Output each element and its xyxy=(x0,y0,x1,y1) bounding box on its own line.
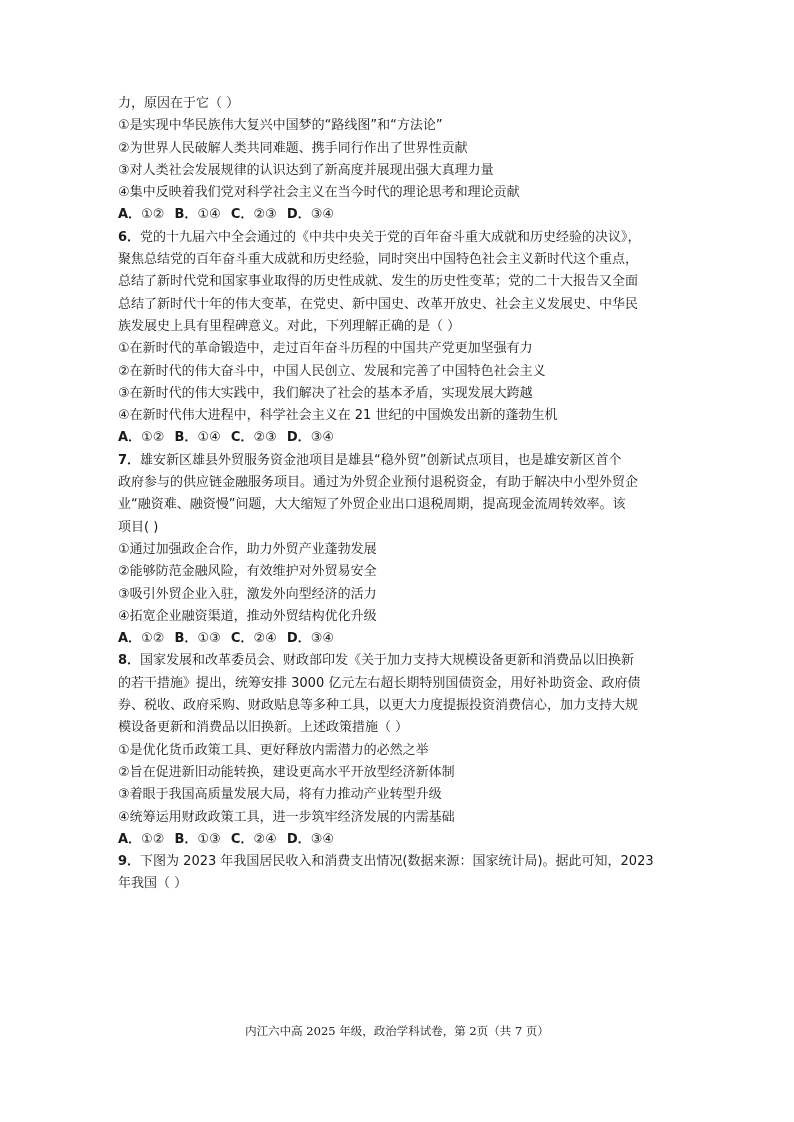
q5-stem-end: 力，原因在于它（ ） xyxy=(118,96,240,111)
q6-stem-text-1: 党的十九届六中全会通过的《中共中央关于党的百年奋斗重大成就和历史经验的决议》， xyxy=(140,229,641,245)
q6-stem-line-5: 族发展史上具有里程碑意义。对此，下列理解正确的是（ ） xyxy=(118,318,461,334)
q8-item-1: ①是优化货币政策工具、更好释放内需潜力的必然之举 xyxy=(118,742,429,758)
q8-item-3: ③着眼于我国高质量发展大局，将有力推动产业转型升级 xyxy=(118,787,442,803)
q6-option-a-letter: A． xyxy=(118,430,142,446)
q8-option-b: ①③ xyxy=(197,831,221,847)
q8-option-d: ③④ xyxy=(310,831,334,847)
q8-option-a: ①② xyxy=(141,831,165,847)
q7-option-b: ①③ xyxy=(197,631,221,647)
question-body xyxy=(118,93,683,896)
q8-option-c-letter: C． xyxy=(230,831,254,847)
q6-number: 6． xyxy=(118,229,141,245)
q7-item-1: ①通过加强政企合作，助力外贸产业蓬勃发展 xyxy=(118,541,377,557)
q7-item-2: ②能够防范金融风险，有效维护对外贸易安全 xyxy=(118,564,377,580)
q6-item-2: ②在新时代的伟大奋斗中，中国人民创立、发展和完善了中国特色社会主义 xyxy=(118,363,546,379)
q9-number: 9． xyxy=(118,854,141,870)
q7-item-3: ③吸引外贸企业入驻，激发外向型经济的活力 xyxy=(118,586,377,602)
q7-option-d: ③④ xyxy=(310,631,334,647)
q6-item-4: ④在新时代伟大进程中，科学社会主义在 21 世纪的中国焕发出新的蓬勃生机 xyxy=(118,408,558,424)
q5-option-c: ②③ xyxy=(253,207,277,223)
q6-stem-line-4: 总结了新时代十年的伟大变革，在党史、新中国史、改革开放史、社会主义发展史、中华民 xyxy=(118,296,639,312)
q9-stem-line-1 xyxy=(118,851,683,873)
q7-stem-line-3: 业“融资难、融资慢”问题，大大缩短了外贸企业出口退税周期，提高现金流周转效率。该 xyxy=(118,497,626,513)
q8-item-2: ②旨在促进新旧动能转换，建设更高水平开放型经济新体制 xyxy=(118,764,455,780)
q7-stem-text-1: 雄安新区雄县外贸服务资金池项目是雄县“稳外贸”创新试点项目，也是雄安新区首个 xyxy=(140,452,622,468)
q6-option-d-letter: D． xyxy=(286,430,311,446)
q7-option-b-letter: B． xyxy=(174,631,198,647)
q6-option-b: ①④ xyxy=(197,430,221,446)
q5-item-1: ①是实现中华民族伟大复兴中国梦的“路线图”和“方法论” xyxy=(118,118,443,134)
q7-options xyxy=(118,628,683,650)
q5-option-a-letter: A． xyxy=(118,207,142,223)
q7-stem-line-1 xyxy=(118,450,683,472)
q8-option-b-letter: B． xyxy=(174,831,198,847)
q8-option-c: ②④ xyxy=(253,831,277,847)
q5-option-a: ①② xyxy=(141,207,165,223)
q9-stem-line-2: 年我国（ ） xyxy=(118,876,188,892)
q8-item-4: ④统筹运用财政政策工具，进一步筑牢经济发展的内需基础 xyxy=(118,809,455,825)
q5-option-d-letter: D． xyxy=(286,207,311,223)
q8-stem-line-1 xyxy=(118,650,683,672)
q5-option-b: ①④ xyxy=(197,207,221,223)
q8-number: 8． xyxy=(118,653,141,669)
q7-stem-line-2: 政府参与的供应链金融服务项目。通过为外贸企业预付退税资金，有助于解决中小型外贸企 xyxy=(118,475,639,491)
q8-options xyxy=(118,829,683,851)
q8-stem-line-4: 模设备更新和消费品以旧换新。上述政策措施（ ） xyxy=(118,720,409,736)
q6-item-3: ③在新时代的伟大实践中，我们解决了社会的基本矛盾，实现发展大跨越 xyxy=(118,385,533,401)
q8-stem-line-2: 的若干措施》提出，统筹安排 3000 亿元左右超长期特别国债资金，用好补助资金、政府债 xyxy=(118,675,641,691)
q6-stem-line-1 xyxy=(118,227,683,249)
q6-option-a: ①② xyxy=(141,430,165,446)
q7-stem-line-4: 项目( ) xyxy=(118,519,159,535)
q8-stem-text-1: 国家发展和改革委员会、财政部印发《关于加力支持大规模设备更新和消费品以旧换新 xyxy=(140,653,635,669)
q5-item-4: ④集中反映着我们党对科学社会主义在当今时代的理论思考和理论贡献 xyxy=(118,185,520,201)
q5-option-b-letter: B． xyxy=(174,207,198,223)
q6-option-c-letter: C． xyxy=(230,430,254,446)
q7-option-a: ①② xyxy=(141,631,165,647)
page-footer: 内江六中高 2025 年级，政治学科试卷，第 2页（共 7 页） xyxy=(245,1024,549,1038)
q7-option-d-letter: D． xyxy=(286,631,311,647)
q5-option-d: ③④ xyxy=(310,207,334,223)
q6-stem-line-3: 总结了新时代党和国家事业取得的历史性成就、发生的历史性变革；党的二十大报告又全面 xyxy=(118,274,639,290)
q8-option-d-letter: D． xyxy=(286,831,311,847)
q6-option-d: ③④ xyxy=(310,430,334,446)
q7-number: 7． xyxy=(118,452,141,468)
q7-item-4: ④拓宽企业融资渠道，推动外贸结构优化升级 xyxy=(118,608,377,624)
q6-option-b-letter: B． xyxy=(174,430,198,446)
q7-option-c: ②④ xyxy=(253,631,277,647)
q7-option-a-letter: A． xyxy=(118,631,142,647)
q5-option-c-letter: C． xyxy=(230,207,254,223)
q9-stem-text-1: 下图为 2023 年我国居民收入和消费支出情况(数据来源：国家统计局)。据此可知，2023 xyxy=(140,854,654,870)
q8-stem-line-3: 券、税收、政府采购、财政贴息等多种工具，以更大力度提振投资消费信心，加力支持大规 xyxy=(118,698,639,714)
q5-item-2: ②为世界人民破解人类共同难题、携手同行作出了世界性贡献 xyxy=(118,140,468,156)
q8-option-a-letter: A． xyxy=(118,831,142,847)
q6-stem-line-2: 聚焦总结党的百年奋斗重大成就和历史经验，同时突出中国特色社会主义新时代这个重点， xyxy=(118,252,639,268)
q5-item-3: ③对人类社会发展规律的认识达到了新高度并展现出强大真理力量 xyxy=(118,162,494,178)
q6-options xyxy=(118,427,683,449)
q7-option-c-letter: C． xyxy=(230,631,254,647)
q6-option-c: ②③ xyxy=(253,430,277,446)
q5-options xyxy=(118,204,683,226)
q6-item-1: ①在新时代的革命锻造中，走过百年奋斗历程的中国共产党更加坚强有力 xyxy=(118,341,533,357)
